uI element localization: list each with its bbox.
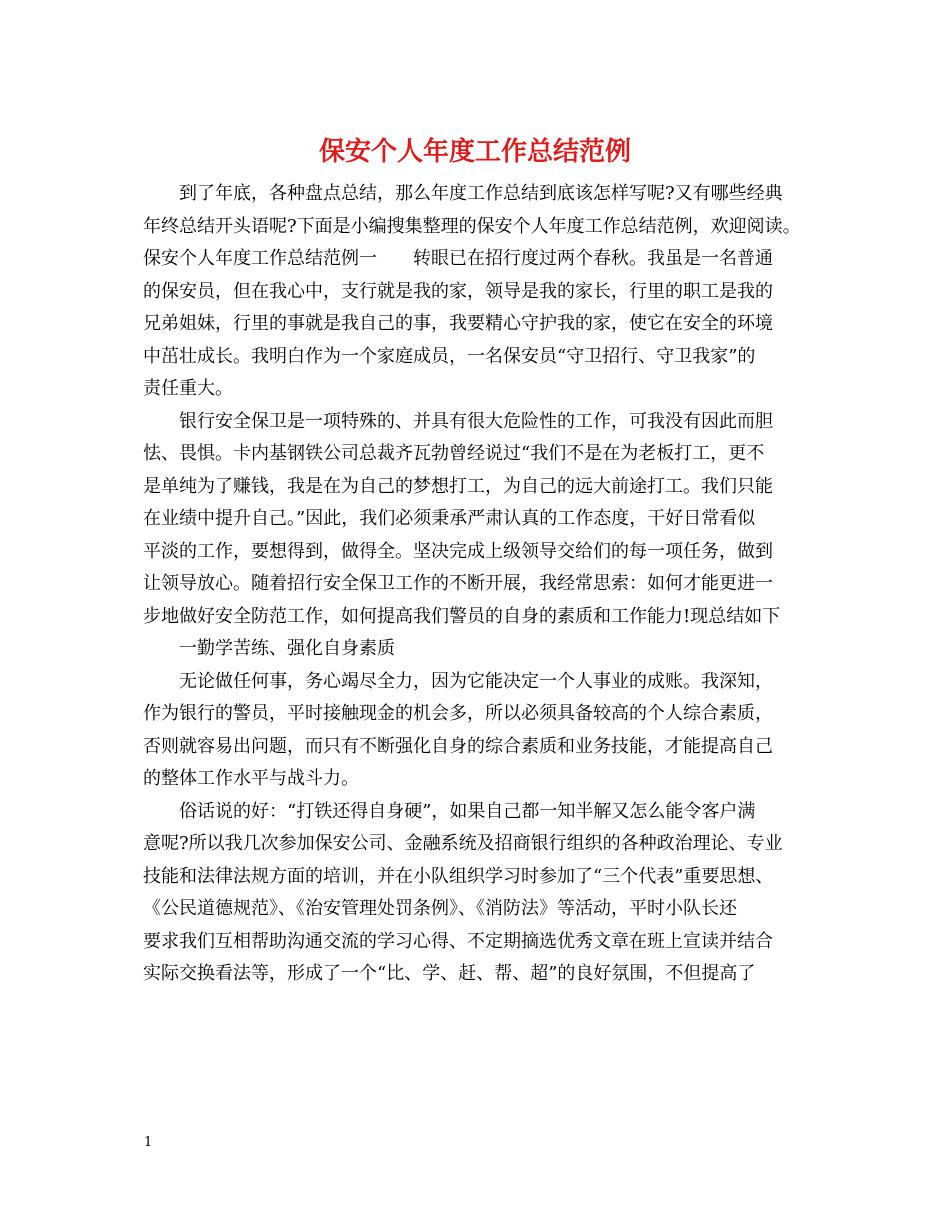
- paragraph-line: 作为银行的警员，平时接触现金的机会多，所以必须具备较高的个人综合素质，: [143, 703, 773, 724]
- paragraph-line: 的保安员，但在我心中，支行就是我的家，领导是我的家长，行里的职工是我的: [143, 280, 773, 302]
- paragraph-line: 意呢?所以我几次参加保安公司、金融系统及招商银行组织的各种政治理论、专业: [143, 833, 783, 854]
- paragraph-line: 责任重大。: [143, 378, 233, 399]
- paragraph-line: 是单纯为了赚钱，我是在为自己的梦想打工，为自己的远大前途打工。我们只能: [143, 475, 773, 497]
- paragraph-line: 《公民道德规范》、《治安管理处罚条例》、《消防法》等活动，平时小队长还: [143, 898, 737, 919]
- paragraph-line: 实际交换看法等，形成了一个“比、学、赶、帮、超”的良好氛围，不但提高了: [143, 963, 756, 984]
- paragraph-line: 技能和法律法规方面的培训，并在小队组织学习时参加了“三个代表”重要思想、: [143, 865, 774, 887]
- paragraph-line: 的整体工作水平与战斗力。: [143, 768, 359, 789]
- page-number: 1: [144, 1135, 153, 1150]
- paragraph-line: 俗话说的好：“打铁还得自身硬”，如果自己都一知半解又怎么能令客户满: [179, 800, 756, 822]
- section-heading: 一勤学苦练、强化自身素质: [179, 638, 395, 659]
- paragraph-line: 中茁壮成长。我明白作为一个家庭成员，一名保安员“守卫招行、守卫我家”的: [143, 345, 756, 367]
- paragraph-line: 步地做好安全防范工作，如何提高我们警员的自身的素质和工作能力!现总结如下: [143, 605, 781, 627]
- paragraph-line: 年终总结开头语呢?下面是小编搜集整理的保安个人年度工作总结范例，欢迎阅读。: [143, 215, 801, 237]
- document-body: [143, 178, 819, 991]
- paragraph-line: 在业绩中提升自己。”因此，我们必须秉承严肃认真的工作态度，干好日常看似: [143, 508, 756, 529]
- paragraph-line: 到了年底，各种盘点总结，那么年度工作总结到底该怎样写呢?又有哪些经典: [179, 183, 783, 204]
- paragraph-line: 兄弟姐妹，行里的事就是我自己的事，我要精心守护我的家，使它在安全的环境: [143, 313, 773, 334]
- paragraph-line: 银行安全保卫是一项特殊的、并具有很大危险性的工作，可我没有因此而胆: [179, 410, 773, 432]
- paragraph-line: 平淡的工作，要想得到，做得全。坚决完成上级领导交给们的每一项任务，做到: [143, 540, 773, 562]
- paragraph-line: 怯、畏惧。卡内基钢铁公司总裁齐瓦勃曾经说过“我们不是在为老板打工，更不: [143, 443, 765, 464]
- document-title: 保安个人年度工作总结范例: [318, 137, 631, 167]
- paragraph-line: 否则就容易出问题，而只有不断强化自身的综合素质和业务技能，才能提高自己: [143, 735, 773, 757]
- paragraph-line: 要求我们互相帮助沟通交流的学习心得、不定期摘选优秀文章在班上宣读并结合: [143, 930, 773, 952]
- paragraph-line: 无论做任何事，务心竭尽全力，因为它能决定一个人事业的成账。我深知，: [179, 670, 773, 692]
- paragraph-line: 保安个人年度工作总结范例一 转眼已在招行度过两个春秋。我虽是一名普通: [143, 248, 773, 269]
- paragraph-line: 让领导放心。随着招行安全保卫工作的不断开展，我经常思索：如何才能更进一: [143, 573, 773, 594]
